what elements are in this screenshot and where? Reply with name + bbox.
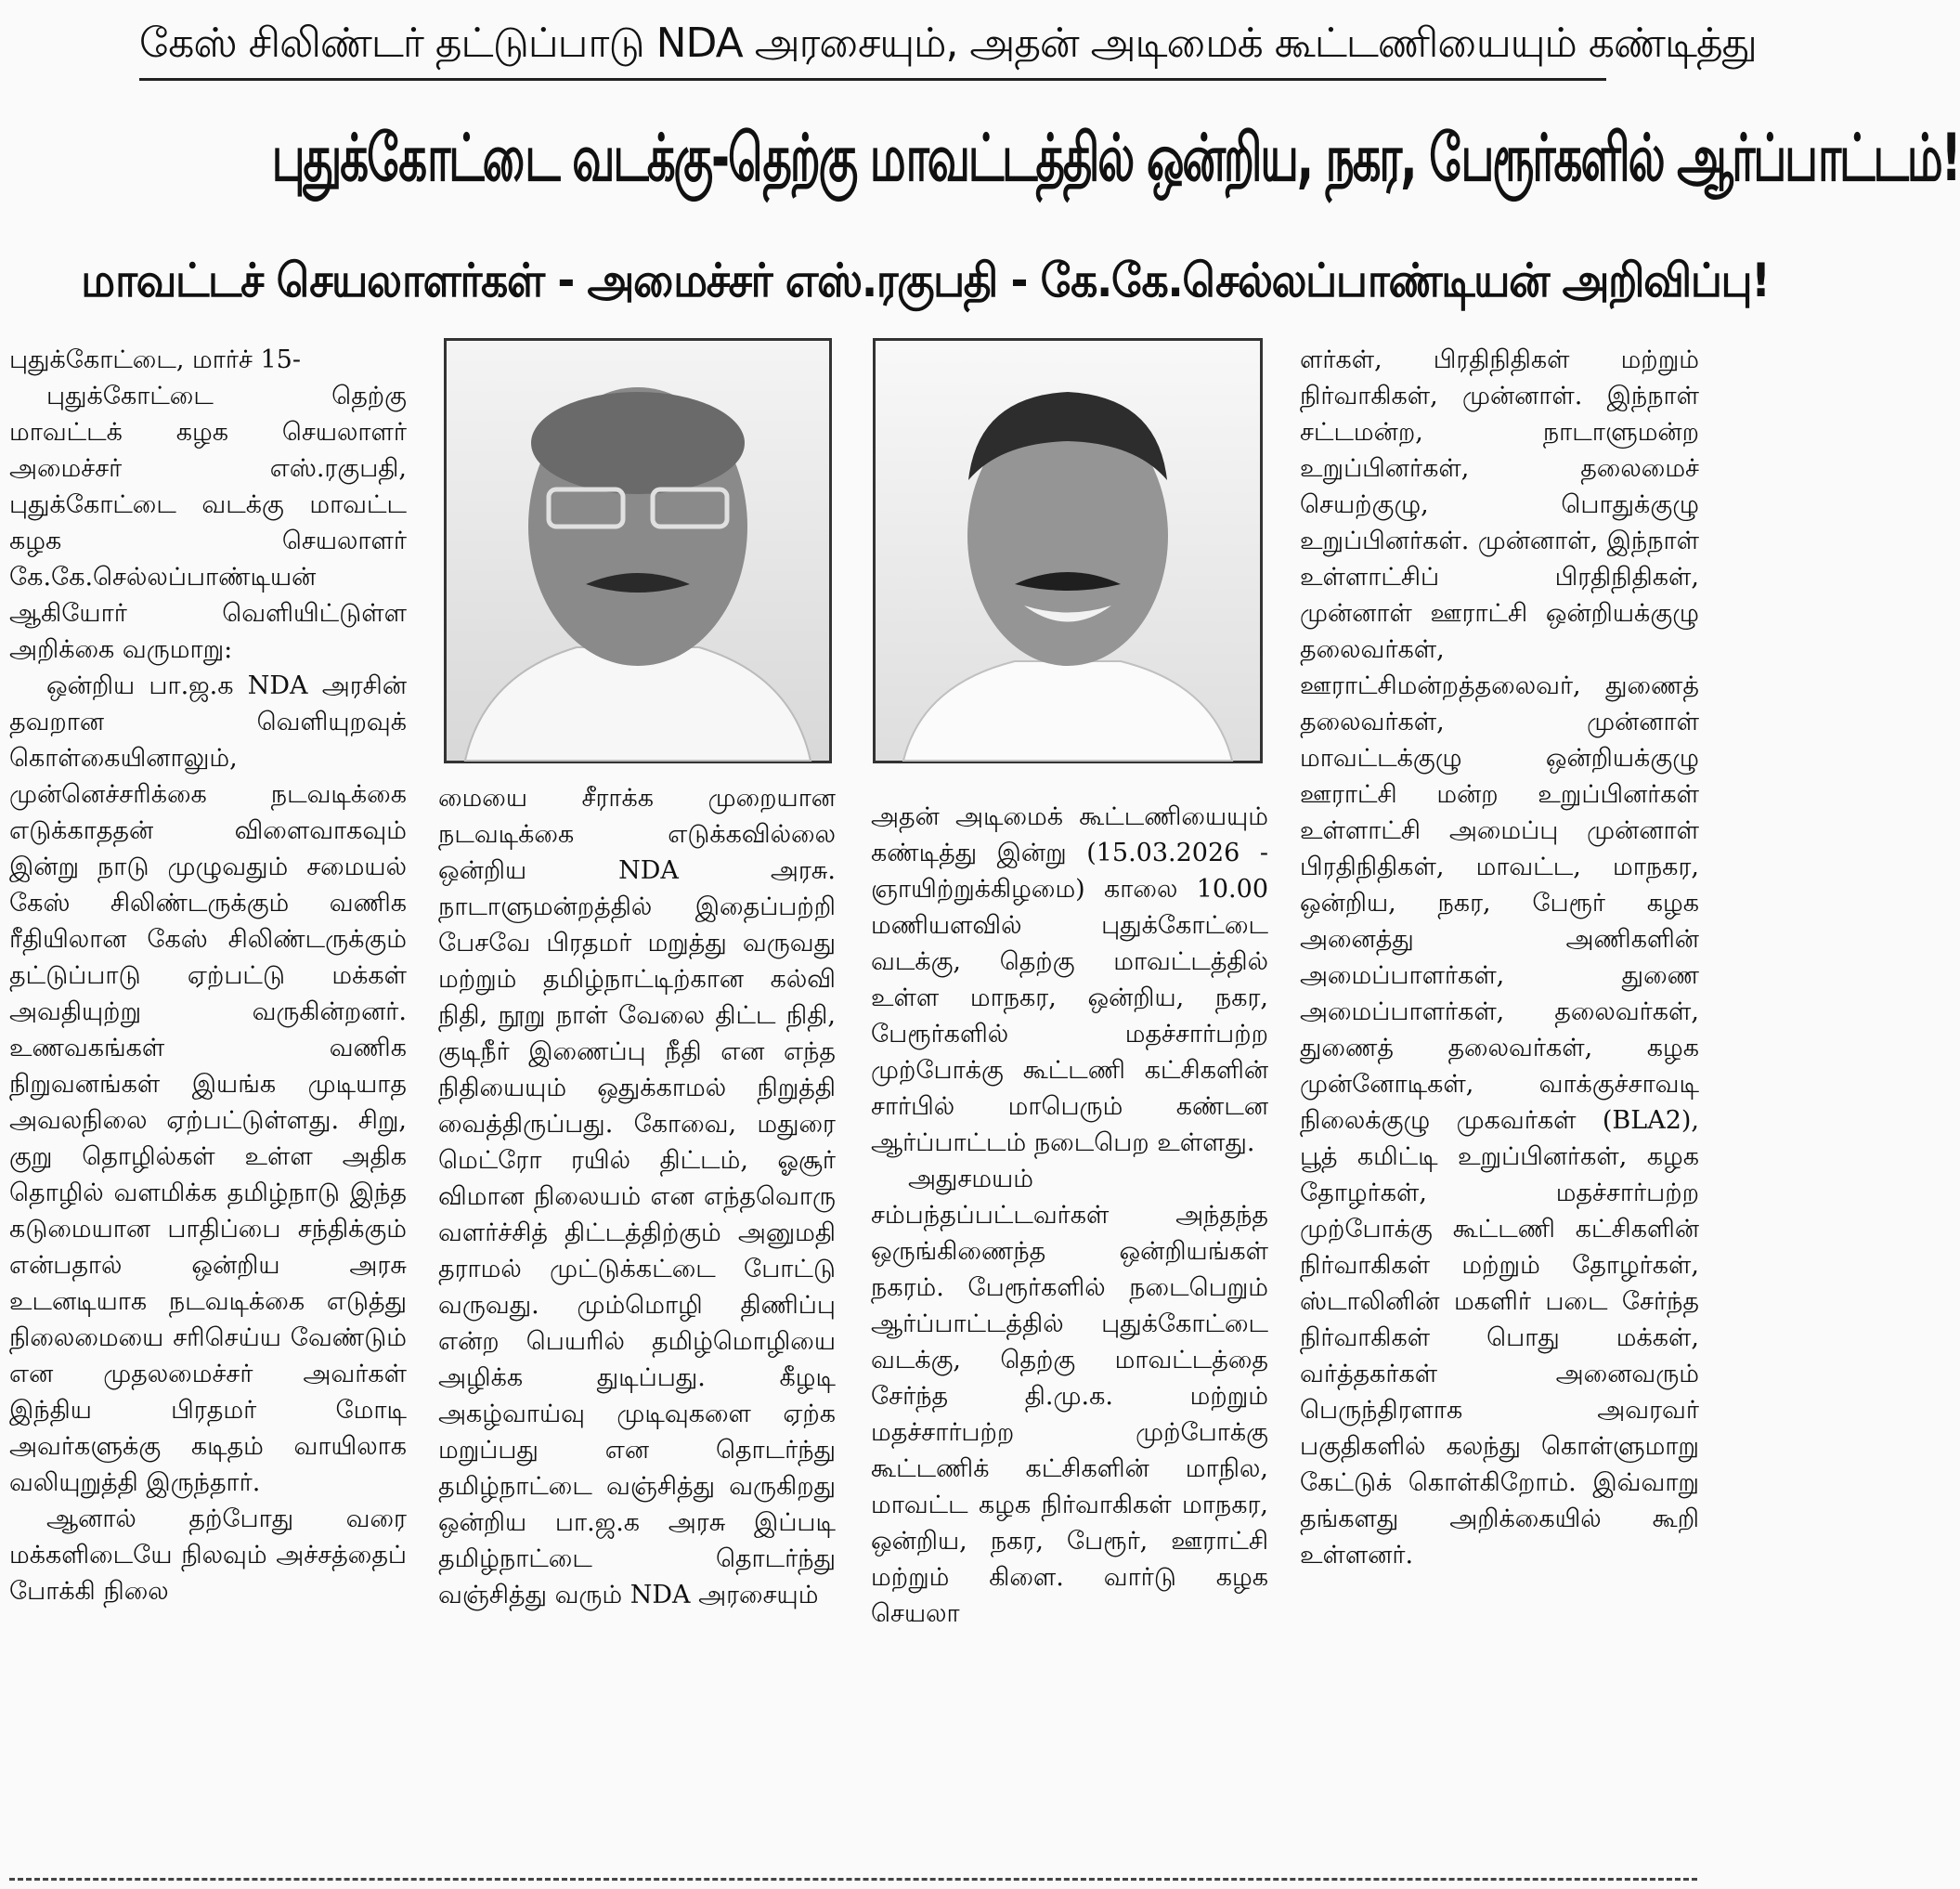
headline: புதுக்கோட்டை வடக்கு-தெற்கு மாவட்டத்தில் ஒன்றிய, நகர, பேரூர்களில் ஆர்ப்பாட்டம்! [271,120,1960,196]
article-column-2 [438,780,836,1869]
article-paragraph: புதுக்கோட்டை தெற்கு மாவட்டக் கழக செயலாளர் அமைச்சர் எஸ்.ரகுபதி, புதுக்கோட்டை வடக்கு மாவட்ட கழக செயலாளர் கே.கே.செல்லப்பாண்டியன் ஆகியோர் வெளியிட்டுள்ள அறிக்கை வருமாறு: [9,382,407,664]
portrait-figure-icon [876,341,1260,761]
article-column-3 [871,799,1268,1869]
article-column-4 [1300,342,1699,1865]
subheadline: மாவட்டச் செயலாளர்கள் - அமைச்சர் எஸ்.ரகுபதி - கே.கே.செல்லப்பாண்டியன் அறிவிப்பு! [81,254,1770,307]
article-paragraph: அதுசமயம் சம்பந்தப்பட்டவர்கள் அந்தந்த ஒருங்கிணைந்த ஒன்றியங்கள் நகரம். பேரூர்களில் நடைபெறும் ஆர்ப்பாட்டத்தில் புதுக்கோட்டை வடக்கு, தெற்கு மாவட்டத்தை சேர்ந்த தி.மு.க. மற்றும் மதச்சார்பற்ற முற்போக்கு கூட்டணிக் கட்சிகளின் மாநில, மாவட்ட கழக நிர்வாகிகள் மாநகர, ஒன்றிய, நகர, பேரூர், ஊராட்சி மற்றும் கிளை. வார்டு கழக செயலா [871,1165,1268,1628]
dateline: புதுக்கோட்டை, மார்ச் 15- [9,345,301,374]
article-paragraph: மையை சீராக்க முறையான நடவடிக்கை எடுக்கவில்லை ஒன்றிய NDA அரசு. நாடாளுமன்றத்தில் இதைப்பற்றி பேசவே பிரதமர் மறுத்து வருவது மற்றும் தமிழ்நாட்டிற்கான கல்வி நிதி, நூறு நாள் வேலை திட்ட நிதி, குடிநீர் இணைப்பு நீதி என எந்த நிதியையும் ஒதுக்காமல் நிறுத்தி வைத்திருப்பது. கோவை, மதுரை மெட்ரோ ரயில் திட்டம், ஓசூர் விமான நிலையம் என எந்தவொரு வளர்ச்சித் திட்டத்திற்கும் அனுமதி தராமல் முட்டுக்கட்டை போட்டு வருவது. மும்மொழி திணிப்பு என்ற பெயரில் தமிழ்மொழியை அழிக்க துடிப்பது. கீழடி அகழ்வாய்வு முடிவுகளை ஏற்க மறுப்பது என தொடர்ந்து தமிழ்நாட்டை வஞ்சித்து வருகிறது ஒன்றிய பா.ஜ.க அரசு இப்படி தமிழ்நாட்டை தொடர்ந்து வஞ்சித்து வரும் NDA அரசையும் [438,784,836,1609]
article-paragraph: ளர்கள், பிரதிநிதிகள் மற்றும் நிர்வாகிகள், முன்னாள். இந்நாள் சட்டமன்ற, நாடாளுமன்ற உறுப்பினர்கள், தலைமைச் செயற்குழு, பொதுக்குழு உறுப்பினர்கள். முன்னாள், இந்நாள் உள்ளாட்சிப் பிரதிநிதிகள், முன்னாள் ஊராட்சி ஒன்றியக்குழு தலைவர்கள், ஊராட்சிமன்றத்தலைவர், துணைத் தலைவர்கள், முன்னாள் மாவட்டக்குழு ஒன்றியக்குழு ஊராட்சி மன்ற உறுப்பினர்கள் உள்ளாட்சி அமைப்பு முன்னாள் பிரதிநிதிகள், மாவட்ட, மாநகர, ஒன்றிய, நகர, பேரூர் கழக அனைத்து அணிகளின் அமைப்பாளர்கள், துணை அமைப்பாளர்கள், தலைவர்கள், துணைத் தலைவர்கள், கழக முன்னோடிகள், வாக்குச்சாவடி நிலைக்குழு முகவர்கள் (BLA2), பூத் கமிட்டி உறுப்பினர்கள், கழக தோழர்கள், மதச்சார்பற்ற முற்போக்கு கூட்டணி கட்சிகளின் நிர்வாகிகள் மற்றும் தோழர்கள், ஸ்டாலினின் மகளிர் படை சேர்ந்த நிர்வாகிகள் பொது மக்கள், வர்த்தகர்கள் அனைவரும் பெருந்திரளாக அவரவர் பகுதிகளில் கலந்து கொள்ளுமாறு கேட்டுக் கொள்கிறோம். இவ்வாறு தங்களது அறிக்கையில் கூறி உள்ளனர். [1300,345,1699,1570]
article-column-1 [9,342,407,1865]
article-paragraph: ஆனால் தற்போது வரை மக்களிடையே நிலவும் அச்சத்தைப் போக்கி நிலை [9,1505,407,1606]
portrait-figure-icon [447,341,829,761]
article-paragraph: அதன் அடிமைக் கூட்டணியையும் கண்டித்து இன்று (15.03.2026 - ஞாயிற்றுக்கிழமை) காலை 10.00 மணியளவில் புதுக்கோட்டை வடக்கு, தெற்கு மாவட்டத்தில் உள்ள மாநகர, ஒன்றிய, நகர, பேரூர்களில் மதச்சார்பற்ற முற்போக்கு கூட்டணி கட்சிகளின் சார்பில் மாபெரும் கண்டன ஆர்ப்பாட்டம் நடைபெற உள்ளது. [871,802,1268,1157]
kicker-line: கேஸ் சிலிண்டர் தட்டுப்பாடு NDA அரசையும், அதன் அடிமைக் கூட்டணியையும் கண்டித்து [139,13,1606,81]
portrait-photo-2 [873,338,1263,763]
bottom-dashed-divider [9,1878,1697,1881]
article-paragraph: ஒன்றிய பா.ஜ.க NDA அரசின் தவறான வெளியுறவுக் கொள்கையினாலும், முன்னெச்சரிக்கை நடவடிக்கை எடுக்காததன் விளைவாகவும் இன்று நாடு முழுவதும் சமையல் கேஸ் சிலிண்டருக்கும் வணிக ரீதியிலான கேஸ் சிலிண்டருக்கும் தட்டுப்பாடு ஏற்பட்டு மக்கள் அவதியுற்று வருகின்றனர். உணவகங்கள் வணிக நிறுவனங்கள் இயங்க முடியாத அவலநிலை ஏற்பட்டுள்ளது. சிறு, குறு தொழில்கள் உள்ள அதிக தொழில் வளமிக்க தமிழ்நாடு இந்த கடுமையான பாதிப்பை சந்திக்கும் என்பதால் ஒன்றிய அரசு உடனடியாக நடவடிக்கை எடுத்து நிலைமையை சரிசெய்ய வேண்டும் என முதலமைச்சர் அவர்கள் இந்திய பிரதமர் மோடி அவர்களுக்கு கடிதம் வாயிலாக வலியுறுத்தி இருந்தார். [9,671,407,1497]
portrait-photo-1 [444,338,832,763]
